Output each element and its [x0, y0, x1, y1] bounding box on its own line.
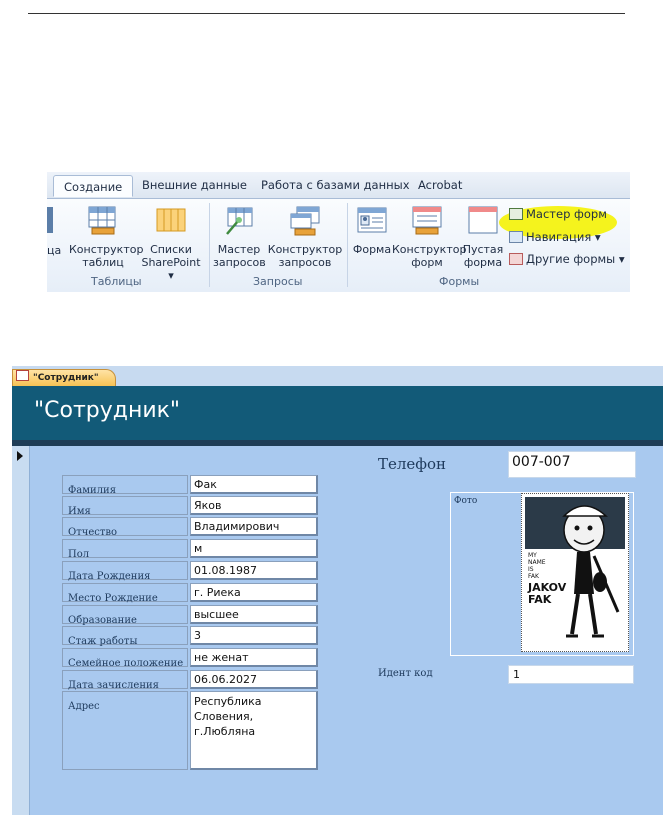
field-label-box [62, 496, 188, 515]
form-header [12, 386, 663, 440]
form-tab-icon [16, 370, 29, 381]
sharepoint-lists-button[interactable] [137, 203, 205, 282]
first-name-field[interactable]: Яков [190, 496, 318, 515]
table-designer-label: Конструктор таблиц [69, 243, 144, 269]
field-label-box [62, 605, 188, 624]
other-forms-button[interactable] [509, 252, 625, 266]
query-wizard-icon [224, 206, 256, 236]
field-label-box [62, 475, 188, 494]
work-experience-field[interactable]: 3 [190, 626, 318, 645]
caption-line: FAK [528, 573, 539, 580]
patronymic-field[interactable]: Владимирович [190, 517, 318, 536]
ribbon-body [47, 199, 630, 292]
form-wizard-label: Мастер форм [526, 207, 607, 221]
photo-caption [528, 552, 546, 580]
form-label: Форма [352, 243, 392, 256]
group-separator [347, 203, 348, 287]
label-first-name: Имя [68, 506, 91, 517]
address-field[interactable]: Республика Словения, г.Любляна [190, 691, 318, 770]
group-label-tables: Таблицы [91, 275, 142, 288]
photo-name [528, 582, 566, 606]
label-marital-status: Семейное положение [68, 658, 184, 669]
tab-external-data[interactable]: Внешние данные [142, 178, 247, 192]
query-designer-label: Конструктор запросов [267, 243, 343, 269]
query-wizard-button[interactable] [213, 203, 265, 273]
label-work-experience: Стаж работы [68, 636, 138, 647]
form-button[interactable] [350, 203, 394, 273]
education-field[interactable]: высшее [190, 605, 318, 624]
query-wizard-label: Мастер запросов [213, 243, 266, 269]
form-detail-section [30, 446, 663, 815]
access-ribbon [47, 172, 630, 292]
caption-line: IS [528, 566, 534, 573]
phone-label: Телефон [378, 455, 447, 473]
label-birth-date: Дата Рождения [68, 571, 151, 582]
enrollment-date-field[interactable]: 06.06.2027 [190, 670, 318, 689]
form-designer-button[interactable] [392, 203, 467, 273]
sharepoint-lists-label: Списки SharePoint ▾ [141, 243, 201, 282]
form-wizard-icon [509, 208, 523, 220]
table-button-partial[interactable]: ца [47, 244, 62, 257]
field-label-box [62, 539, 188, 558]
ribbon-tab-bar [47, 172, 630, 199]
label-patronymic: Отчество [68, 527, 118, 538]
document-tab-employee[interactable] [12, 369, 116, 387]
field-label-box [62, 691, 188, 770]
id-code-field[interactable]: 1 [508, 665, 634, 684]
form-wizard-button[interactable] [509, 207, 607, 221]
record-selector[interactable] [12, 446, 30, 815]
sharepoint-list-icon [156, 208, 186, 234]
navigation-icon [509, 231, 523, 243]
current-record-arrow-icon [17, 451, 23, 461]
field-label-box [62, 670, 188, 689]
name-line: FAK [528, 593, 552, 606]
employee-photo[interactable] [521, 493, 629, 652]
table-designer-button[interactable] [69, 203, 144, 273]
marital-status-field[interactable]: не женат [190, 648, 318, 667]
table-icon-partial [47, 207, 53, 233]
tab-acrobat[interactable]: Acrobat [418, 178, 463, 192]
label-birth-place: Место Рождение [68, 593, 158, 604]
other-forms-icon [509, 253, 523, 265]
id-code-label: Идент код [378, 668, 433, 679]
form-icon [357, 207, 387, 235]
query-designer-icon [289, 206, 321, 236]
form-designer-icon [412, 206, 442, 236]
birth-place-field[interactable]: г. Риека [190, 583, 318, 602]
label-gender: Пол [68, 549, 90, 560]
field-label-box [62, 626, 188, 645]
blank-form-label: Пустая форма [462, 243, 504, 269]
field-label-box [62, 517, 188, 536]
phone-field[interactable]: 007-007 [508, 451, 636, 478]
other-forms-label: Другие формы ▾ [526, 252, 625, 266]
tab-database-tools[interactable]: Работа с базами данных [261, 178, 410, 192]
tab-create[interactable]: Создание [53, 175, 133, 197]
surname-field[interactable]: Фак [190, 475, 318, 494]
document-tab-bar [12, 366, 663, 386]
label-surname: Фамилия [68, 485, 117, 496]
caption-line: NAME [528, 559, 546, 566]
employee-form-window [12, 366, 663, 815]
group-label-forms: Формы [439, 275, 480, 288]
photo-label: Фото [454, 496, 478, 506]
label-education: Образование [68, 615, 137, 626]
navigation-button[interactable] [509, 230, 601, 244]
label-address: Адрес [68, 701, 100, 712]
gender-field[interactable]: м [190, 539, 318, 558]
group-separator [209, 203, 210, 287]
blank-form-icon [468, 206, 498, 236]
field-label-box [62, 648, 188, 667]
caption-line: MY [528, 552, 537, 559]
query-designer-button[interactable] [265, 203, 345, 273]
form-designer-label: Конструктор форм [392, 243, 467, 269]
name-line: JAKOV [528, 581, 567, 594]
top-divider-line [28, 13, 625, 14]
navigation-label: Навигация ▾ [526, 230, 601, 244]
table-designer-icon [88, 206, 118, 236]
document-tab-label: "Сотрудник" [33, 373, 99, 383]
form-title: "Сотрудник" [34, 398, 181, 423]
field-label-box [62, 561, 188, 580]
field-label-box [62, 583, 188, 602]
blank-form-button[interactable] [462, 203, 504, 273]
birth-date-field[interactable]: 01.08.1987 [190, 561, 318, 580]
group-label-queries: Запросы [253, 275, 303, 288]
label-enrollment-date: Дата зачисления [68, 680, 159, 691]
